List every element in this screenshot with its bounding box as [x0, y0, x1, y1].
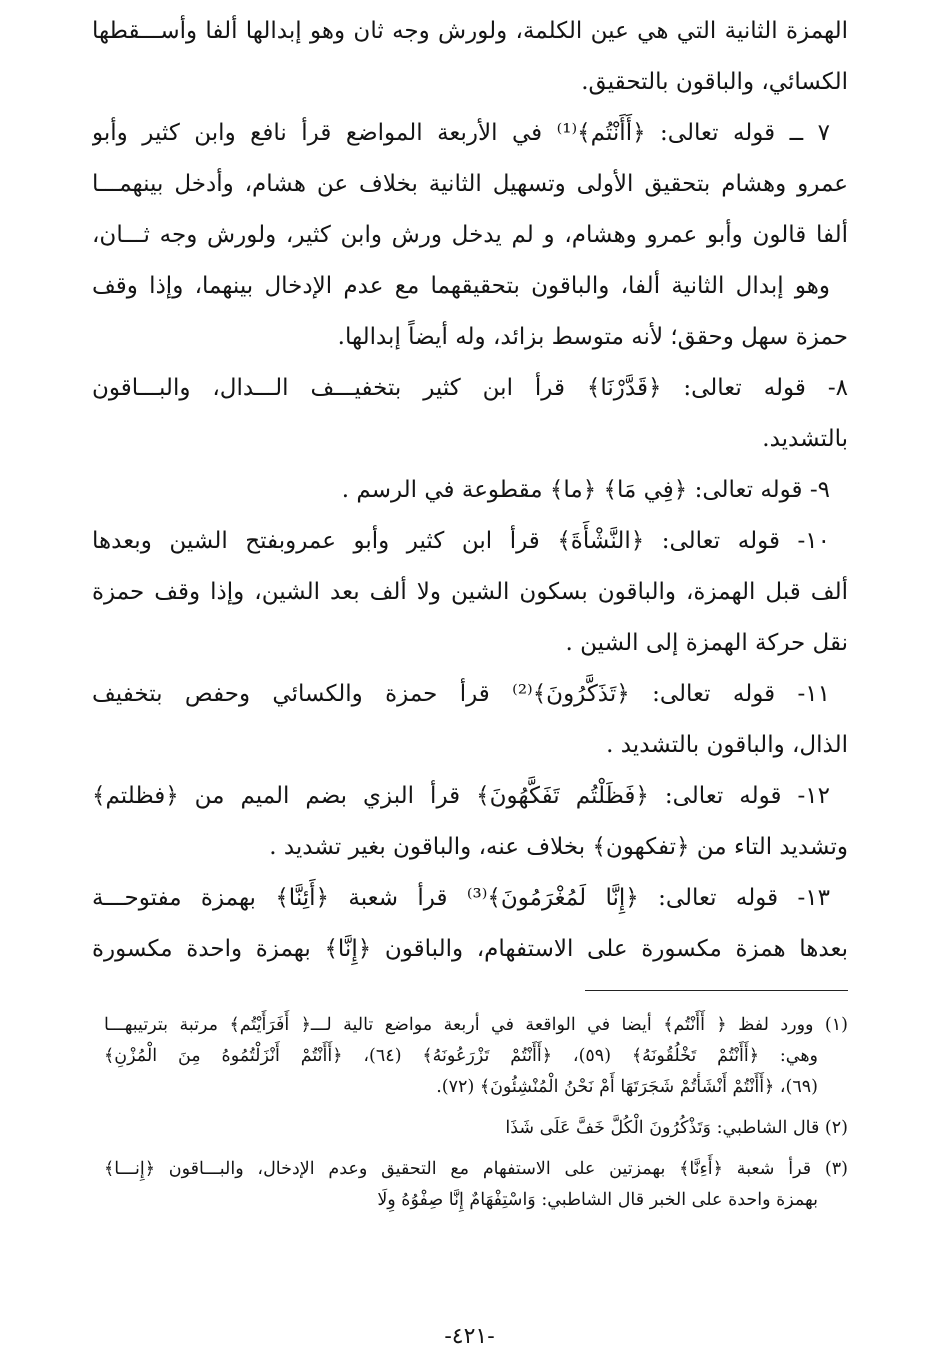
text-line: ١٣- قوله تعالى: ﴿إِنَّا لَمُغْرَمُونَ﴾⁽³⁾ قرأ شعبة ﴿أَئِنَّا﴾ بهمزة مفتوحـــة	[92, 885, 830, 911]
text-line: ألف قبل الهمزة، والباقون بسكون الشين ولا ألف بعد الشين، وإذا وقف حمزة	[92, 579, 848, 605]
text-line: الذال، والباقون بالتشديد .	[606, 732, 848, 758]
page-body	[92, 6, 848, 975]
text-line: وتشديد التاء من ﴿تفكهون﴾ بخلاف عنه، والباقون بغير تشديد .	[269, 834, 848, 860]
text-line: ٨- قوله تعالى: ﴿قَدَّرْنَا﴾ قرأ ابن كثير بتخفيـــف الـــدال، والبـــاقون	[92, 375, 848, 401]
text-line: بعدها همزة مكسورة على الاستفهام، والباقون ﴿إِنَّا﴾ بهمزة واحدة مكسورة	[92, 936, 848, 962]
text-line: عمرو وهشام بتحقيق الأولى وتسهيل الثانية بخلاف عن هشام، وأدخل بينهمـــا	[92, 171, 848, 197]
footnote-line: (١) وورد لفظ ﴿ أَأَنْتُم﴾ أيضا في الواقعة في أربعة مواضع تالية لـــ﴿ أَفَرَأَيْتُم﴾ مرتبة بترتيبهـــا	[104, 1015, 848, 1035]
footnote-line: (٣) قرأ شعبة ﴿أَءِنَّا﴾ بهمزتين على الاستفهام مع التحقيق وعدم الإدخال، والبـــاقون ﴿إِنـــا﴾	[104, 1159, 848, 1179]
text-line: بالتشديد.	[762, 426, 848, 452]
text-line: ٩- قوله تعالى: ﴿فِي مَا﴾ ﴿ما﴾ مقطوعة في الرسم .	[341, 477, 830, 503]
footnotes	[104, 1010, 848, 1216]
footnote-line: (٢) قال الشاطبي: وَتَذْكُرُونَ الْكُلَّ خَفَّ عَلَى شَذَا	[505, 1118, 848, 1138]
footnote-separator	[585, 990, 848, 991]
text-line: ١٢- قوله تعالى: ﴿فَظَلْتُم تَفَكَّهُونَ﴾ قرأ البزي بضم الميم من ﴿فظلتم﴾	[92, 783, 830, 809]
footnote-line: وهي: ﴿أَأَنْتُمْ تَخْلُقُونَهُ﴾ (٥٩)، ﴿أَأَنْتُمْ تَزْرَعُونَهُ﴾ (٦٤)، ﴿أَأَنْتُمْ أَنْزَلْتُمُوهُ مِنَ الْمُزْنِ﴾	[104, 1046, 818, 1066]
text-line: ألفا قالون وأبو عمرو وهشام، و لم يدخل ورش وابن كثير، ولورش وجه ثـــان،	[92, 222, 848, 248]
page-number: -٤٢١-	[444, 1324, 495, 1349]
text-line: الكسائي، والباقون بالتحقيق.	[581, 69, 848, 95]
body-text	[92, 6, 848, 975]
footnote-line: (٦٩)، ﴿أَأَنْتُمْ أَنْشَأْتُمْ شَجَرَتَهَا أَمْ نَحْنُ الْمُنْشِئُونَ﴾ (٧٢).	[436, 1077, 818, 1097]
text-line: نقل حركة الهمزة إلى الشين .	[565, 630, 848, 656]
text-line: ١١- قوله تعالى: ﴿تَذَكَّرُونَ﴾⁽²⁾ قرأ حمزة والكسائي وحفص بتخفيف	[92, 681, 830, 707]
text-line: ٧ ــ قوله تعالى: ﴿أَأَنْتُم﴾⁽¹⁾ في الأربعة المواضع قرأ نافع وابن كثير وأبو	[92, 120, 830, 146]
text-line: وهو إبدال الثانية ألفا، والباقون بتحقيقهما مع عدم الإدخال بينهما، وإذا وقف	[92, 273, 830, 299]
text-line: ١٠- قوله تعالى: ﴿النَّشْأَةَ﴾ قرأ ابن كثير وأبو عمروبفتح الشين وبعدها	[92, 528, 830, 554]
footnote-line: بهمزة واحدة على الخبر قال الشاطبي: وَاسْتِفْهَامٌ إِنَّا صِفْوُهُ وِلَا	[377, 1190, 818, 1210]
text-line: حمزة سهل وحقق؛ لأنه متوسط بزائد، وله أيضاً إبدالها.	[337, 324, 848, 350]
text-line: الهمزة الثانية التي هي عين الكلمة، ولورش وجه ثان وهو إبدالها ألفا وأســـقطها	[92, 18, 848, 44]
